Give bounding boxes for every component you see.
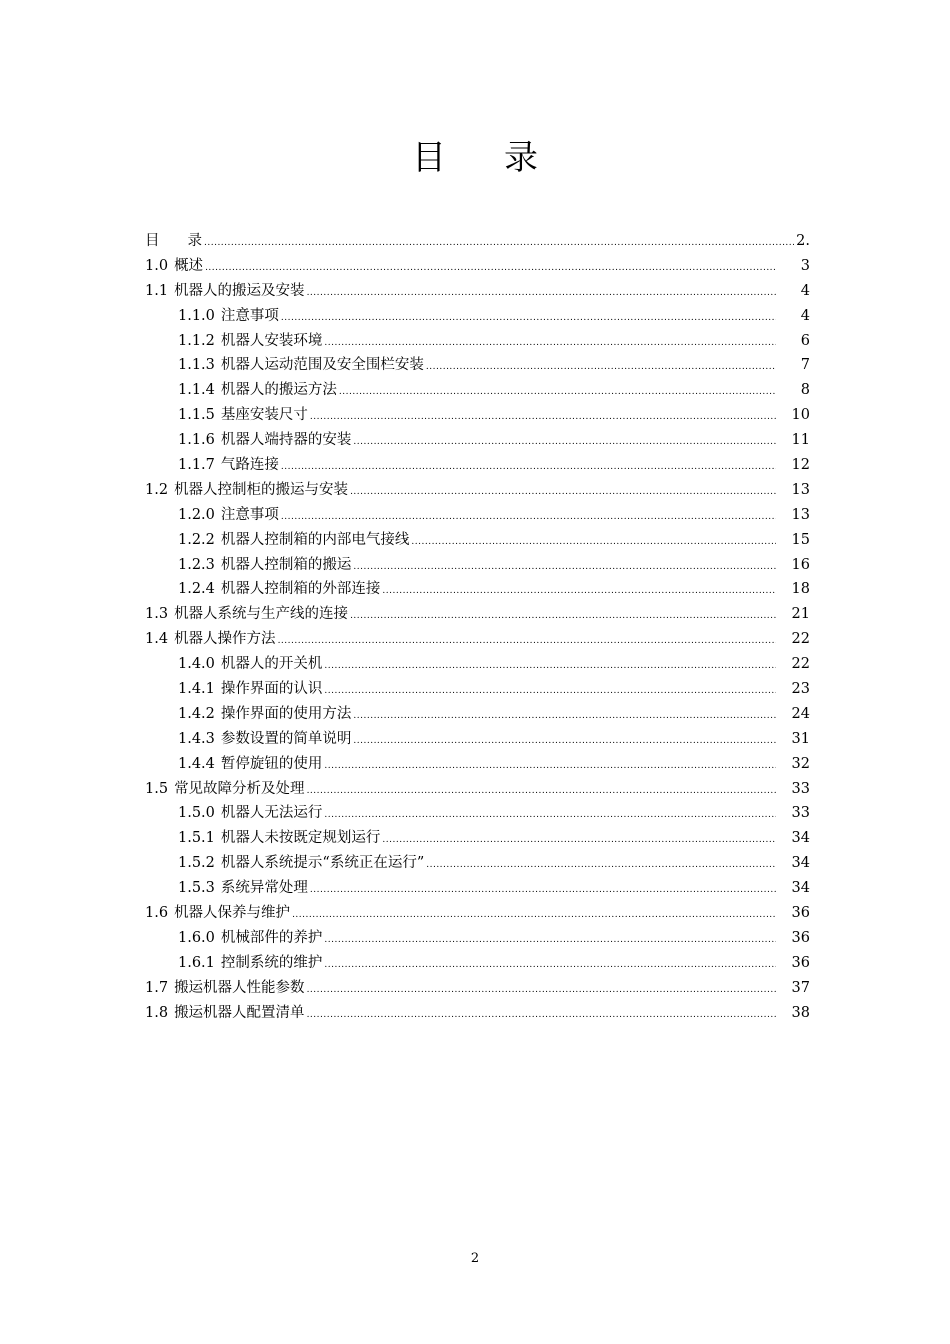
toc-leader — [324, 654, 776, 679]
toc-page-number: 10 — [791, 407, 810, 424]
toc-section-number: 1.4 — [145, 631, 169, 648]
toc-label: 系统异常处理 — [220, 880, 308, 897]
toc-section-number: 1.4.2 — [178, 705, 215, 722]
toc-section-number: 1.5 — [145, 780, 169, 797]
toc-label: 机器人运动范围及安全围栏安装 — [220, 357, 424, 374]
toc-entry[interactable] — [145, 1001, 810, 1026]
toc-entry[interactable] — [145, 453, 810, 478]
toc-leader — [324, 331, 776, 356]
toc-section-number: 1.1.2 — [178, 332, 215, 349]
toc-page-number: 11 — [791, 432, 810, 449]
toc-entry[interactable] — [145, 876, 810, 901]
toc-leader — [426, 853, 776, 878]
toc-label: 基座安装尺寸 — [220, 407, 308, 424]
toc-page-number: 34 — [791, 830, 810, 847]
toc-entry[interactable] — [145, 801, 810, 826]
toc-leader — [205, 256, 776, 281]
toc-label: 操作界面的认识 — [220, 681, 323, 698]
toc-label: 机器人控制柜的搬运与安装 — [174, 481, 349, 498]
toc-page-number: 13 — [791, 481, 810, 498]
toc-label: 概述 — [174, 257, 204, 274]
toc-page-number: 13 — [791, 506, 810, 523]
toc-leader — [353, 704, 776, 729]
toc-page-number: 21 — [791, 606, 810, 623]
toc-section-number: 1.5.0 — [178, 805, 215, 822]
toc-leader — [382, 828, 776, 853]
table-of-contents — [145, 229, 810, 1026]
toc-label: 搬运机器人配置清单 — [174, 1004, 305, 1021]
toc-section-number: 1.5.1 — [178, 830, 215, 847]
toc-section-number: 1.4.4 — [178, 755, 215, 772]
toc-leader — [278, 629, 776, 654]
toc-label: 注意事项 — [220, 506, 279, 523]
toc-label: 机械部件的养护 — [220, 929, 323, 946]
toc-entry[interactable] — [145, 727, 810, 752]
toc-entry[interactable] — [145, 652, 810, 677]
toc-leader — [339, 380, 776, 405]
toc-page-number: 4 — [800, 282, 810, 299]
toc-entry[interactable] — [145, 553, 810, 578]
toc-leader — [292, 903, 776, 928]
toc-entry[interactable] — [145, 353, 810, 378]
toc-section-number: 1.1.0 — [178, 307, 215, 324]
toc-page-number: 3 — [800, 257, 810, 274]
toc-leader — [307, 281, 776, 306]
toc-section-number: 1.0 — [145, 257, 169, 274]
toc-section-number: 1.2.0 — [178, 506, 215, 523]
toc-leader — [281, 505, 776, 530]
toc-page-number: 38 — [791, 1004, 810, 1021]
toc-label: 控制系统的维护 — [220, 954, 323, 971]
page-number-footer: 2 — [470, 1251, 480, 1266]
toc-label: 注意事项 — [220, 307, 279, 324]
toc-page-number: 22 — [791, 631, 810, 648]
toc-page-number: 23 — [791, 681, 810, 698]
toc-section-number: 1.1.3 — [178, 357, 215, 374]
toc-leader — [310, 878, 776, 903]
toc-leader — [204, 231, 794, 256]
toc-section-number: 1.2.2 — [178, 531, 215, 548]
toc-label: 机器人未按既定规划运行 — [220, 830, 381, 847]
toc-label: 机器人的搬运方法 — [220, 382, 337, 399]
toc-page-number: 18 — [791, 581, 810, 598]
toc-entry[interactable] — [145, 279, 810, 304]
toc-entry[interactable] — [145, 528, 810, 553]
toc-entry[interactable] — [145, 752, 810, 777]
title-char-2: 录 — [504, 138, 538, 178]
toc-leader — [307, 779, 776, 804]
toc-entry[interactable] — [145, 329, 810, 354]
toc-section-number: 1.6 — [145, 905, 169, 922]
toc-leader — [350, 480, 776, 505]
toc-page-number: 8 — [800, 382, 810, 399]
toc-entry[interactable] — [145, 951, 810, 976]
toc-label: 暂停旋钮的使用 — [220, 755, 323, 772]
toc-label: 机器人的开关机 — [220, 656, 323, 673]
toc-section-number: 1.7 — [145, 979, 169, 996]
toc-section-number: 1.2 — [145, 481, 169, 498]
toc-leader — [411, 530, 776, 555]
page-title — [0, 138, 950, 178]
toc-entry[interactable] — [145, 403, 810, 428]
toc-label: 机器人的搬运及安装 — [174, 282, 305, 299]
toc-entry[interactable] — [145, 503, 810, 528]
toc-section-number: 1.6.0 — [178, 929, 215, 946]
toc-entry[interactable] — [145, 428, 810, 453]
toc-section-number: 1.1.5 — [178, 407, 215, 424]
toc-entry[interactable] — [145, 777, 810, 802]
toc-entry[interactable] — [145, 826, 810, 851]
toc-leader — [324, 803, 776, 828]
toc-label: 参数设置的简单说明 — [220, 730, 352, 747]
toc-section-number: 1.4.0 — [178, 656, 215, 673]
toc-page-number: 36 — [791, 954, 810, 971]
toc-section-number: 1.5.2 — [178, 855, 215, 872]
toc-entry-contents[interactable] — [145, 229, 810, 254]
toc-page-number: 12 — [791, 457, 810, 474]
toc-page-number: 15 — [791, 531, 810, 548]
toc-section-number: 1.8 — [145, 1004, 169, 1021]
toc-leader — [324, 754, 776, 779]
toc-leader — [382, 579, 776, 604]
toc-leader — [324, 928, 776, 953]
toc-label: 气路连接 — [220, 457, 279, 474]
toc-page-number: 36 — [791, 905, 810, 922]
toc-page-number: 33 — [791, 805, 810, 822]
toc-leader — [324, 953, 776, 978]
toc-label: 搬运机器人性能参数 — [174, 979, 305, 996]
toc-page-number: 34 — [791, 880, 810, 897]
title-char-1: 目 — [412, 138, 446, 178]
toc-entry[interactable] — [145, 478, 810, 503]
toc-section-number: 1.2.3 — [178, 556, 215, 573]
toc-section-number: 1.1.7 — [178, 457, 215, 474]
toc-page-number: 2. — [796, 233, 810, 249]
toc-label: 常见故障分析及处理 — [174, 780, 305, 797]
toc-label: 机器人系统与生产线的连接 — [174, 606, 349, 623]
toc-page-number: 32 — [791, 755, 810, 772]
toc-leader — [281, 306, 776, 331]
toc-label: 机器人系统提示“系统正在运行” — [220, 855, 425, 872]
toc-leader — [426, 355, 776, 380]
toc-entry[interactable] — [145, 378, 810, 403]
toc-entry[interactable] — [145, 976, 810, 1001]
toc-page-number: 7 — [800, 357, 810, 374]
toc-entry[interactable] — [145, 901, 810, 926]
toc-page-number: 4 — [800, 307, 810, 324]
toc-leader — [350, 604, 776, 629]
toc-page-number: 33 — [791, 780, 810, 797]
toc-section-number: 1.1.6 — [178, 432, 215, 449]
toc-section-number: 1.6.1 — [178, 954, 215, 971]
toc-label: 机器人无法运行 — [220, 805, 323, 822]
toc-leader — [281, 455, 776, 480]
toc-page-number: 24 — [791, 705, 810, 722]
toc-label: 目 录 — [145, 233, 202, 249]
toc-label: 机器人控制箱的内部电气接线 — [220, 531, 410, 548]
toc-page-number: 6 — [800, 332, 810, 349]
toc-label: 机器人保养与维护 — [174, 905, 291, 922]
toc-section-number: 1.1 — [145, 282, 169, 299]
toc-page-number: 22 — [791, 656, 810, 673]
toc-section-number: 1.1.4 — [178, 382, 215, 399]
toc-entry[interactable] — [145, 602, 810, 627]
toc-page-number: 16 — [791, 556, 810, 573]
toc-leader — [324, 679, 776, 704]
toc-section-number: 1.2.4 — [178, 581, 215, 598]
toc-page-number: 37 — [791, 979, 810, 996]
toc-label: 机器人控制箱的搬运 — [220, 556, 352, 573]
toc-leader — [307, 1003, 776, 1028]
toc-page-number: 31 — [791, 730, 810, 747]
toc-section-number: 1.5.3 — [178, 880, 215, 897]
toc-entry[interactable] — [145, 851, 810, 876]
toc-label: 操作界面的使用方法 — [220, 705, 352, 722]
toc-leader — [353, 555, 776, 580]
toc-leader — [353, 729, 776, 754]
toc-entry[interactable] — [145, 926, 810, 951]
toc-label: 机器人端持器的安装 — [220, 432, 352, 449]
toc-leader — [353, 430, 776, 455]
toc-entry[interactable] — [145, 304, 810, 329]
toc-section-number: 1.4.3 — [178, 730, 215, 747]
toc-label: 机器人控制箱的外部连接 — [220, 581, 381, 598]
toc-section-number: 1.3 — [145, 606, 169, 623]
toc-entry[interactable] — [145, 677, 810, 702]
toc-leader — [307, 978, 776, 1003]
toc-leader — [310, 405, 776, 430]
toc-label: 机器人安装环境 — [220, 332, 323, 349]
toc-entry[interactable] — [145, 627, 810, 652]
toc-page-number: 36 — [791, 929, 810, 946]
toc-entry[interactable] — [145, 577, 810, 602]
toc-entry[interactable] — [145, 702, 810, 727]
toc-page-number: 34 — [791, 855, 810, 872]
toc-entry[interactable] — [145, 254, 810, 279]
toc-label: 机器人操作方法 — [174, 631, 276, 648]
toc-section-number: 1.4.1 — [178, 681, 215, 698]
